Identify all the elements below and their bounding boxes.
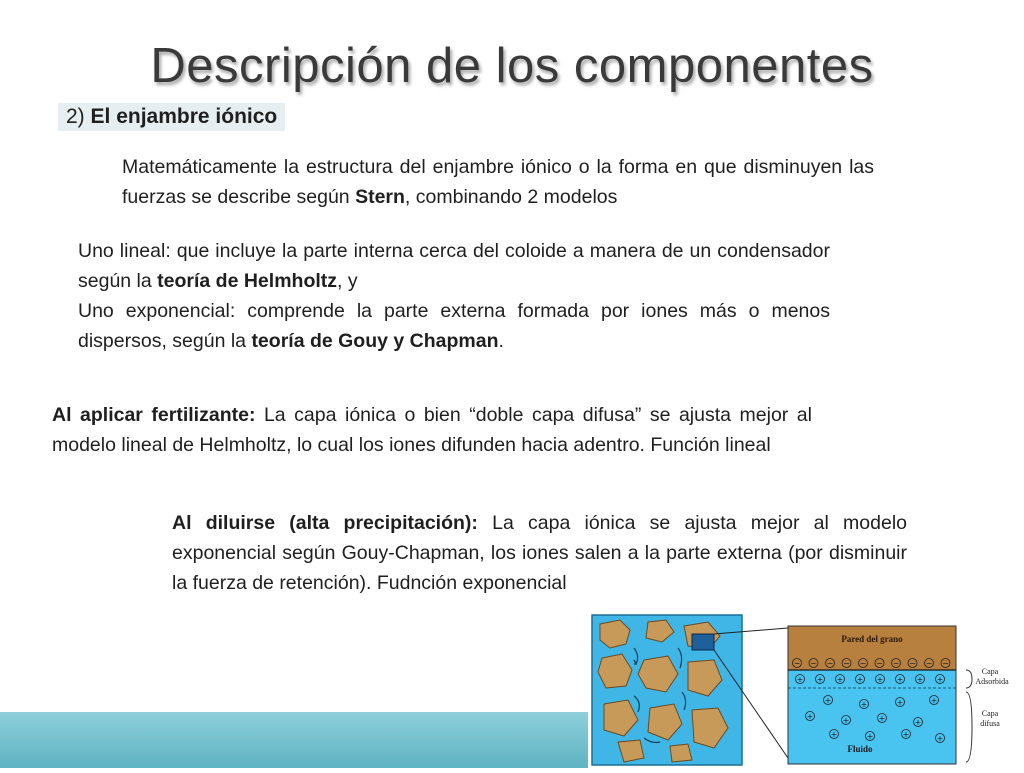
adsorbed-label-1: Capa	[981, 667, 999, 676]
diffuse-positive-charge: +	[878, 714, 886, 723]
model-exponential	[78, 296, 830, 356]
p4-text: La capa iónica se ajusta mejor al modelo exponencial según Gouy-Chapman, los iones salen a la parte externa (por disminuir la fuerza de retención). Fudnción exponencial	[172, 512, 907, 594]
negative-charge: −	[909, 659, 916, 668]
positive-charge: +	[876, 675, 884, 684]
diffuse-label-1: Capa	[981, 709, 999, 718]
diffuse-positive-charge: +	[830, 730, 838, 739]
diffuse-positive-charge: +	[866, 732, 874, 741]
negative-charge: −	[843, 659, 850, 668]
subtitle-number: 2)	[66, 105, 85, 128]
diffuse-positive-charge: +	[902, 730, 910, 739]
paragraph-fertilizer	[52, 400, 812, 460]
page-title: Descripción de los componentes	[150, 39, 874, 93]
p4-bold: Al diluirse (alta precipitación):	[172, 512, 478, 534]
p2-l2-bold: teoría de Gouy y Chapman	[251, 330, 499, 352]
negative-charge: −	[892, 659, 900, 668]
paragraph-models	[78, 236, 830, 356]
subtitle-label: El enjambre iónico	[90, 105, 278, 128]
negative-charge: −	[876, 659, 883, 668]
p2-l1-before: Uno lineal: que incluye la parte interna cerca del coloide a manera de un condensador según la	[78, 240, 830, 292]
negative-charge: −	[859, 659, 867, 668]
diffuse-positive-charge: +	[936, 734, 944, 743]
diffuse-positive-charge: +	[842, 716, 850, 725]
adsorbed-label-2: Adsorbida	[975, 677, 1009, 686]
paragraph-stern	[122, 152, 874, 212]
p2-l1-after: , y	[337, 270, 358, 292]
positive-charge: +	[916, 675, 924, 684]
negative-charge: −	[826, 659, 834, 668]
diffuse-positive-charge: +	[914, 718, 922, 727]
positive-charge: +	[836, 675, 844, 684]
p1-text-after: , combinando 2 modelos	[404, 186, 618, 208]
model-linear	[78, 236, 830, 296]
paragraph-dilution	[172, 508, 907, 598]
negative-charge: −	[942, 659, 949, 668]
p2-l2-before: Uno exponencial: comprende la parte externa formada por iones más o menos dispersos, según la	[78, 300, 830, 352]
diffuse-positive-charge: +	[930, 696, 938, 705]
negative-charge: −	[925, 659, 933, 668]
diffuse-positive-charge: +	[896, 698, 904, 707]
p2-l1-bold: teoría de Helmholtz	[157, 270, 338, 292]
section-subtitle	[58, 103, 285, 131]
positive-charge: +	[796, 675, 804, 684]
p3-text: La capa iónica o bien “doble capa difusa” se ajusta mejor al modelo lineal de Helmholtz, lo cual los iones difunden hacia adentro. Función lineal	[52, 404, 812, 456]
diffuse-positive-charge: +	[860, 700, 868, 709]
fluid-label: Fluido	[847, 744, 873, 754]
positive-charge: +	[936, 675, 944, 684]
double-layer-figure	[588, 612, 1024, 768]
diffuse-positive-charge: +	[806, 712, 814, 721]
diffuse-positive-charge: +	[824, 696, 832, 705]
double-layer-diagram	[588, 612, 1024, 768]
negative-charge: −	[810, 659, 817, 668]
p2-l2-after: .	[498, 330, 504, 352]
p3-bold: Al aplicar fertilizante:	[52, 404, 256, 426]
positive-charge: +	[896, 675, 904, 684]
grain-wall-label: Pared del grano	[841, 634, 903, 644]
diffuse-label-2: difusa	[980, 719, 1000, 728]
p1-text-before: Matemáticamente la estructura del enjambre iónico o la forma en que disminuyen las fuerzas se describe según	[122, 156, 874, 208]
positive-charge: +	[856, 675, 864, 684]
p1-bold: Stern	[355, 186, 405, 208]
negative-charge: −	[793, 659, 801, 668]
zoom-region	[692, 634, 714, 650]
positive-charge: +	[816, 675, 824, 684]
